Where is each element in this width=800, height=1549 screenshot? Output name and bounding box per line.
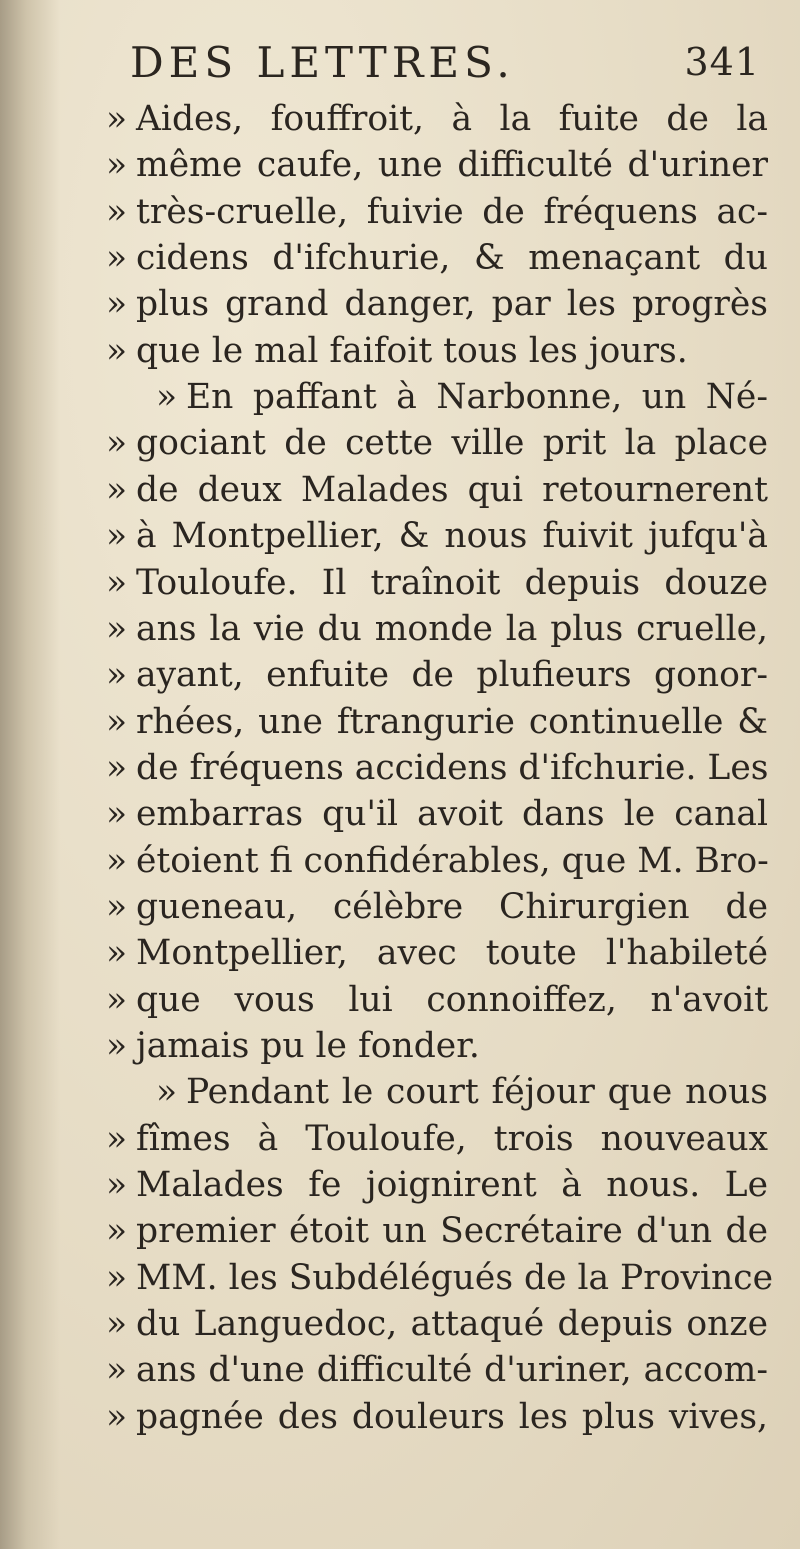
text-line <box>106 838 768 884</box>
line-text: cidens d'ifchurie, & menaçant du <box>136 238 768 279</box>
text-line <box>106 884 768 930</box>
quotation-mark: » <box>106 933 128 974</box>
quotation-mark: » <box>106 886 128 927</box>
quotation-mark: » <box>106 1211 128 1252</box>
text-line <box>106 281 768 327</box>
text-line <box>106 745 768 791</box>
quotation-mark: » <box>106 516 128 557</box>
line-text: En paffant à Narbonne, un Né- <box>186 377 768 418</box>
line-text: jamais pu le fonder. <box>136 1026 480 1066</box>
text-line <box>106 606 768 652</box>
page-header <box>130 38 770 88</box>
line-text: Malades fe joignirent à nous. Le <box>136 1165 768 1206</box>
quotation-mark: » <box>106 99 128 139</box>
text-line <box>156 374 768 420</box>
line-text: Aides, fouffroit, à la fuite de la <box>136 99 768 139</box>
text-line <box>106 560 768 606</box>
line-text: très-cruelle, fuivie de fréquens ac- <box>136 191 768 232</box>
quotation-mark: » <box>106 145 128 186</box>
text-line <box>106 1116 768 1162</box>
text-line <box>156 1069 768 1115</box>
quotation-mark: » <box>156 377 178 418</box>
text-line <box>106 142 768 188</box>
text-line <box>106 1394 768 1440</box>
text-line <box>106 930 768 976</box>
text-line <box>106 96 768 142</box>
line-text: Pendant le court féjour que nous <box>186 1072 768 1113</box>
quotation-mark: » <box>106 191 128 232</box>
text-line <box>106 1162 768 1208</box>
quotation-mark: » <box>106 1304 128 1345</box>
quotation-mark: » <box>106 1026 128 1066</box>
line-text: fîmes à Touloufe, trois nouveaux <box>136 1118 768 1159</box>
text-line <box>106 1208 768 1254</box>
quotation-mark: » <box>106 840 128 881</box>
quotation-mark: » <box>106 1350 128 1391</box>
quotation-mark: » <box>106 469 128 510</box>
quotation-mark: » <box>106 330 128 371</box>
quotation-mark: » <box>106 701 128 742</box>
quotation-mark: » <box>106 608 128 649</box>
line-text: que vous lui connoiffez, n'avoit <box>136 979 768 1020</box>
line-text: de fréquens accidens d'ifchurie. Les <box>136 747 769 788</box>
line-text: même caufe, une difficulté d'uriner <box>136 145 768 186</box>
text-line <box>106 1255 773 1301</box>
text-line <box>106 235 768 281</box>
line-text: étoient fi confidérables, que M. Bro- <box>136 840 769 881</box>
text-line <box>106 1347 768 1393</box>
line-text: plus grand danger, par les progrès <box>136 284 768 325</box>
line-text: ans d'une difficulté d'uriner, accom- <box>136 1350 768 1391</box>
quotation-mark: » <box>156 1072 178 1113</box>
text-line <box>106 467 768 513</box>
text-line <box>106 1023 480 1069</box>
text-line <box>106 699 768 745</box>
line-text: embarras qu'il avoit dans le canal <box>136 794 768 835</box>
text-line <box>106 977 768 1023</box>
line-text: rhées, une ftrangurie continuelle & <box>136 701 768 742</box>
running-head: DES LETTRES. <box>130 38 515 87</box>
text-line <box>106 189 768 235</box>
text-line <box>106 420 768 466</box>
quotation-mark: » <box>106 562 128 603</box>
text-line <box>106 791 768 837</box>
line-text: gociant de cette ville prit la place <box>136 423 768 464</box>
quotation-mark: » <box>106 284 128 325</box>
quotation-mark: » <box>106 238 128 279</box>
line-text: que le mal faifoit tous les jours. <box>136 330 688 371</box>
line-text: ayant, enfuite de plufieurs gonor- <box>136 655 768 696</box>
line-text: de deux Malades qui retournerent <box>136 469 768 510</box>
line-text: premier étoit un Secrétaire d'un de <box>136 1211 768 1252</box>
quotation-mark: » <box>106 794 128 835</box>
quotation-mark: » <box>106 423 128 464</box>
line-text: à Montpellier, & nous fuivit jufqu'à <box>136 516 768 557</box>
text-line <box>106 652 768 698</box>
quotation-mark: » <box>106 1118 128 1159</box>
quotation-mark: » <box>106 1257 128 1298</box>
quotation-mark: » <box>106 655 128 696</box>
line-text: pagnée des douleurs les plus vives, <box>136 1396 768 1437</box>
quotation-mark: » <box>106 1396 128 1437</box>
text-line <box>106 328 688 374</box>
page-number: 341 <box>684 40 760 84</box>
line-text: ans la vie du monde la plus cruelle, <box>136 608 768 649</box>
line-text: MM. les Subdélégués de la Province <box>136 1257 773 1298</box>
page-gutter-shadow <box>0 0 60 1549</box>
line-text: gueneau, célèbre Chirurgien de <box>136 886 768 927</box>
line-text: Montpellier, avec toute l'habileté <box>136 933 768 974</box>
text-line <box>106 513 768 559</box>
line-text: Touloufe. Il traînoit depuis douze <box>136 562 768 603</box>
quotation-mark: » <box>106 979 128 1020</box>
quotation-mark: » <box>106 1165 128 1206</box>
text-line <box>106 1301 768 1347</box>
line-text: du Languedoc, attaqué depuis onze <box>136 1304 768 1345</box>
quotation-mark: » <box>106 747 128 788</box>
